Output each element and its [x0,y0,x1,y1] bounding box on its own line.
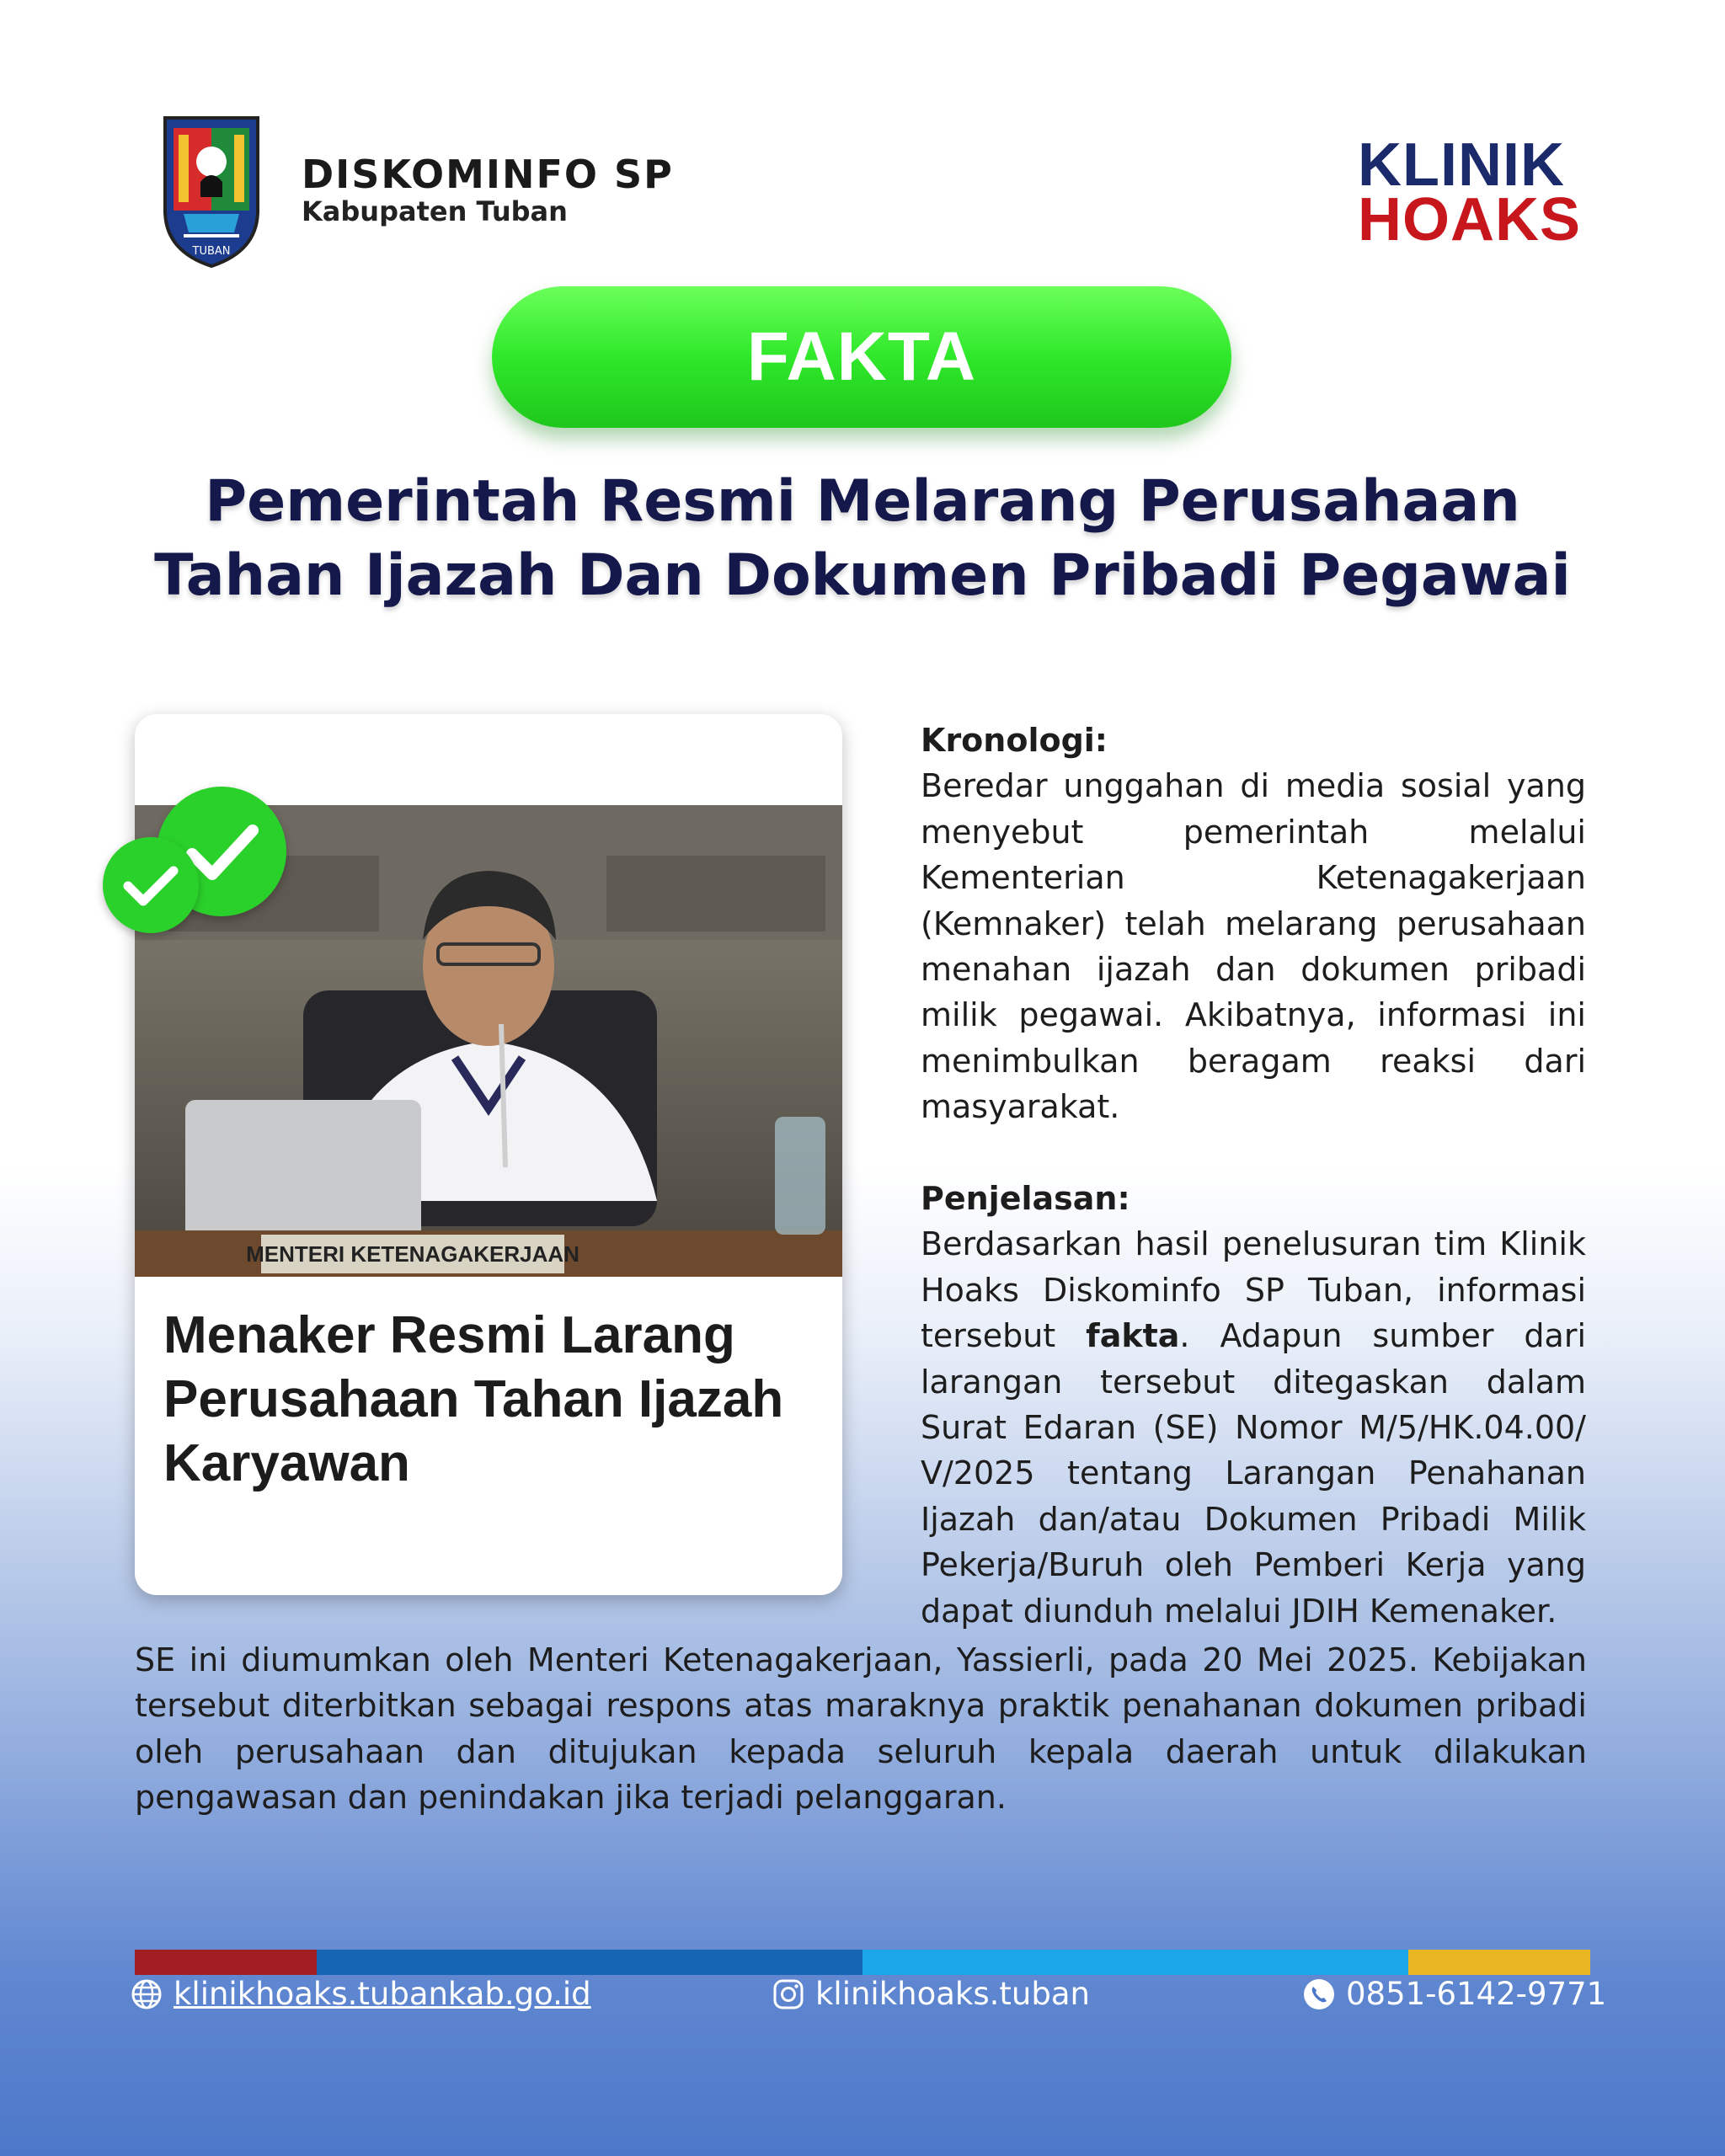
penjelasan-continuation: SE ini diumumkan oleh Menteri Ketenagakerjaan, Yassierli, pada 20 Mei 2025. Kebijakan tersebut diterbitkan sebagai respons atas maraknya praktik penahanan dokumen pribadi oleh perusahaan dan ditujukan kepada seluruh kepala daerah untuk dilakukan pengawasan dan penindakan jika terjadi pelanggaran. [135,1641,1587,1817]
footer-bar-yellow [1408,1950,1590,1975]
svg-text:TUBAN: TUBAN [192,245,231,258]
page-title: Pemerintah Resmi Melarang Perusahaan Tahan Ijazah Dan Dokumen Pribadi Pegawai [154,468,1571,609]
instagram-icon [772,1977,805,2011]
check-icon-small [103,837,199,933]
news-card-headline: Menaker Resmi Larang Perusahaan Tahan Ijazah Karyawan [163,1306,784,1492]
brand-line-2: HOAKS [1358,185,1582,253]
penjelasan-body [921,1221,1586,1634]
org-subtitle: Kabupaten Tuban [302,195,568,227]
phone-number[interactable]: 0851-6142-9771 [1346,1976,1607,2012]
footer-phone[interactable] [1302,1976,1606,2012]
kronologi-body: Beredar unggahan di media sosial yang menyebut pemerintah melalui Kementerian Ketenagakerjaan (Kemnaker) telah melarang perusahaan menahan ijazah dan dokumen pribadi milik pegawai. Akibatnya, informasi ini menimbulkan beragam reaksi dari masyarakat. [921,767,1586,1126]
penjelasan-title: Penjelasan: [921,1180,1130,1218]
org-name: DISKOMINFO SP [302,152,674,197]
brand-line-1: KLINIK [1358,131,1565,199]
tuban-crest-logo [158,109,264,270]
footer-bar-red [135,1950,317,1975]
penjelasan-text-1: Berdasarkan hasil penelusuran tim Klinik Hoaks Diskominfo SP Tuban, informasi tersebut [921,1225,1586,1355]
footer-website[interactable] [130,1976,591,2012]
footer-bar-cyan [862,1950,1408,1975]
svg-text:MENTERI KETENAGAKERJAAN: MENTERI KETENAGAKERJAAN [246,1241,579,1267]
verdict-badge: FAKTA [492,286,1231,428]
instagram-handle[interactable]: klinikhoaks.tuban [815,1976,1090,2012]
footer-instagram[interactable] [772,1976,1090,2012]
kronologi-title: Kronologi: [921,722,1108,759]
globe-icon [130,1977,163,2011]
penjelasan-text-2: . Adapun sumber dari larangan tersebut ditegaskan dalam Surat Edaran (SE) Nomor M/5/HK.04.00/ V/2025 tentang Larangan Penahanan Ijazah dan/atau Dokumen Pribadi Milik Pekerja/Buruh oleh Pemberi Kerja yang dapat diunduh melalui JDIH Kemenaker. [921,1317,1586,1630]
fakta-emphasis: fakta [1086,1317,1180,1355]
footer-bar-blue [317,1950,862,1975]
website-link[interactable]: klinikhoaks.tubankab.go.id [174,1976,591,2012]
klinik-hoaks-logo [1358,131,1582,253]
article-column [921,718,1586,1634]
phone-icon [1302,1977,1336,2011]
